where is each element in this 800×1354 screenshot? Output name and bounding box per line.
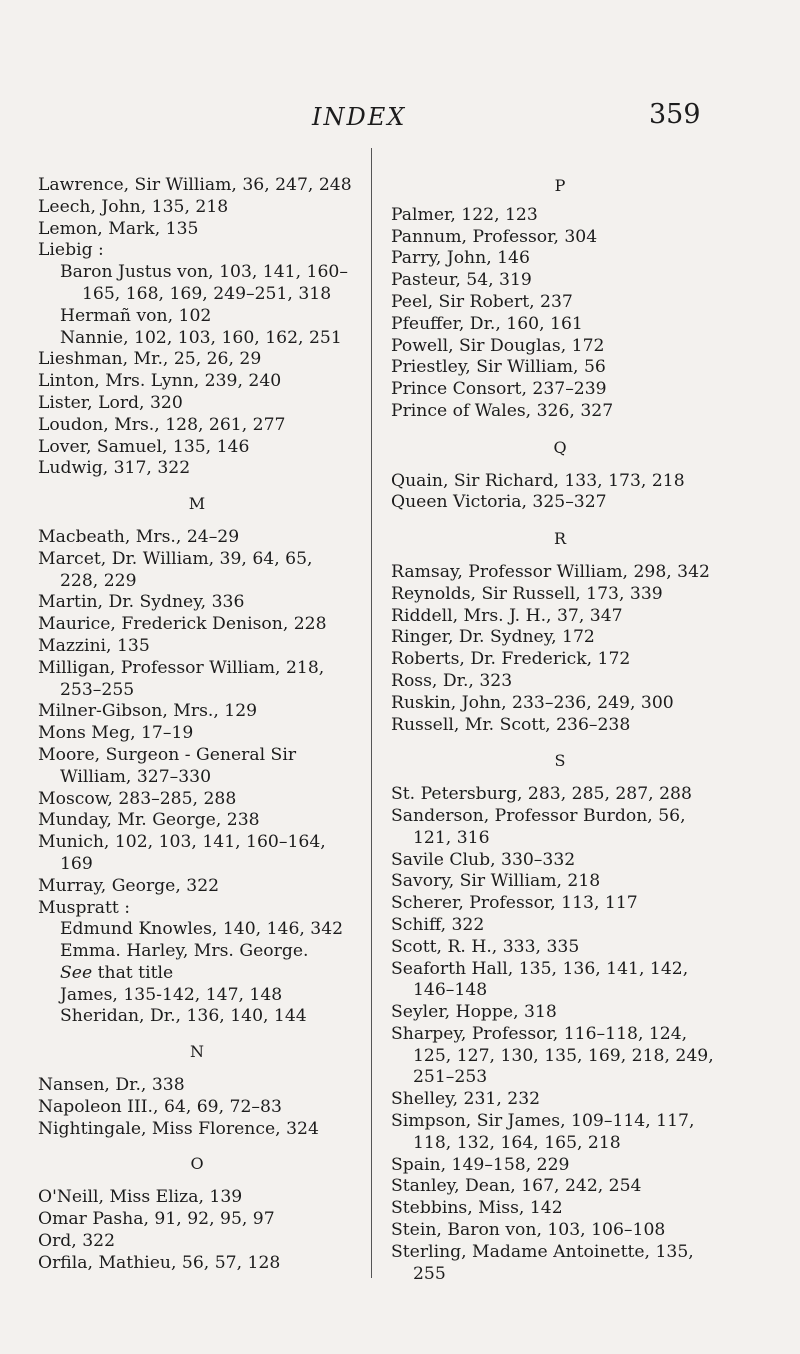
index-subentry: Nannie, 102, 103, 160, 162, 251 xyxy=(60,327,342,348)
section-letter-m: M xyxy=(188,494,206,514)
index-entry: Ringer, Dr. Sydney, 172 xyxy=(391,627,595,648)
index-entry: Simpson, Sir James, 109–114, 117, 118, 132, 164, 165, 218 xyxy=(391,1111,695,1153)
index-entry: St. Petersburg, 283, 285, 287, 288 xyxy=(391,784,692,805)
section-letter-s: S xyxy=(554,751,566,771)
index-subentry: Baron Justus von, 103, 141, 160–165, 168, 169, 249–251, 318 xyxy=(60,262,348,304)
index-entry: Linton, Mrs. Lynn, 239, 240 xyxy=(38,371,282,392)
index-entry: Seyler, Hoppe, 318 xyxy=(391,1002,557,1023)
index-entry: Ludwig, 317, 322 xyxy=(38,458,191,479)
index-entry: Savory, Sir William, 218 xyxy=(391,871,601,892)
index-subentry: James, 135-142, 147, 148 xyxy=(60,984,283,1005)
index-entry: Scott, R. H., 333, 335 xyxy=(391,936,580,957)
index-entry: Omar Pasha, 91, 92, 95, 97 xyxy=(38,1209,275,1230)
index-entry: Milligan, Professor William, 218, 253–255 xyxy=(38,657,325,700)
index-entry: Scherer, Professor, 113, 117 xyxy=(391,893,638,914)
index-entry: Lover, Samuel, 135, 146 xyxy=(38,436,250,457)
index-entry: Nansen, Dr., 338 xyxy=(38,1075,185,1096)
index-entry: Peel, Sir Robert, 237 xyxy=(391,291,573,312)
index-entry: Nightingale, Miss Florence, 324 xyxy=(38,1118,319,1139)
index-entry: Priestley, Sir William, 56 xyxy=(391,357,606,378)
index-entry: Lemon, Mark, 135 xyxy=(38,218,199,239)
index-entry: Russell, Mr. Scott, 236–238 xyxy=(391,714,631,735)
index-entry: Roberts, Dr. Frederick, 172 xyxy=(391,649,631,670)
index-entry: Mons Meg, 17–19 xyxy=(38,723,194,744)
section-letter-r: R xyxy=(553,529,567,549)
index-entry: Marcet, Dr. William, 39, 64, 65, 228, 229 xyxy=(38,548,313,591)
index-subentry: Hermañ von, 102 xyxy=(60,305,212,326)
index-subentry: Emma. Harley, Mrs. George. xyxy=(60,941,309,962)
index-entry: Moore, Surgeon - General Sir William, 327–330 xyxy=(38,744,297,787)
index-entry: Prince of Wales, 326, 327 xyxy=(391,400,614,421)
index-entry: Napoleon III., 64, 69, 72–83 xyxy=(38,1096,282,1117)
index-subentry: Edmund Knowles, 140, 146, 342 xyxy=(60,919,344,940)
index-entry: Riddell, Mrs. J. H., 37, 347 xyxy=(391,605,623,626)
index-entry: Murray, George, 322 xyxy=(38,875,220,896)
index-entry: Sanderson, Professor Burdon, 56, 121, 316 xyxy=(391,805,686,848)
index-entry: Lieshman, Mr., 25, 26, 29 xyxy=(38,349,262,370)
index-entry: Ruskin, John, 233–236, 249, 300 xyxy=(391,692,674,713)
index-subentry: Sheridan, Dr., 136, 140, 144 xyxy=(60,1006,307,1027)
index-entry: Sterling, Madame Antoinette, 135, 255 xyxy=(391,1241,694,1284)
index-entry: Munich, 102, 103, 141, 160–164, 169 xyxy=(38,832,326,874)
column-divider xyxy=(371,148,372,1278)
index-entry: Mazzini, 135 xyxy=(38,635,150,656)
index-entry: Leech, John, 135, 218 xyxy=(38,196,229,217)
index-entry: Spain, 149–158, 229 xyxy=(391,1154,570,1175)
index-entry: Stebbins, Miss, 142 xyxy=(391,1198,563,1219)
index-entry: Lister, Lord, 320 xyxy=(38,392,183,413)
index-entry: Loudon, Mrs., 128, 261, 277 xyxy=(38,414,286,435)
index-entry: Schiff, 322 xyxy=(391,914,485,935)
index-entry: Sharpey, Professor, 116–118, 124, 125, 127, 130, 135, 169, 218, 249, 251–253 xyxy=(391,1023,714,1088)
index-entry: Pfeuffer, Dr., 160, 161 xyxy=(391,313,583,334)
index-column-left xyxy=(38,175,356,1274)
index-entry: Liebig : xyxy=(38,240,104,261)
index-entry: Munday, Mr. George, 238 xyxy=(38,810,260,831)
index-entry: Parry, John, 146 xyxy=(391,248,530,269)
index-entry: Palmer, 122, 123 xyxy=(391,204,538,225)
page-header xyxy=(0,93,800,133)
index-entry: Ramsay, Professor William, 298, 342 xyxy=(391,561,710,582)
index-entry: Ross, Dr., 323 xyxy=(391,670,513,691)
see-word: See xyxy=(60,962,93,983)
section-letter-p: P xyxy=(554,176,566,195)
index-entry: Milner-Gibson, Mrs., 129 xyxy=(38,701,258,722)
index-entry: Macbeath, Mrs., 24–29 xyxy=(38,526,240,547)
index-entry: Queen Victoria, 325–327 xyxy=(391,492,607,513)
index-entry: Shelley, 231, 232 xyxy=(391,1089,541,1110)
index-entry: Powell, Sir Douglas, 172 xyxy=(391,335,605,356)
section-letter-o: O xyxy=(190,1154,204,1174)
running-title: INDEX xyxy=(312,103,407,131)
index-entry: Pasteur, 54, 319 xyxy=(391,270,532,291)
index-entry: Moscow, 283–285, 288 xyxy=(38,788,237,809)
page-number: 359 xyxy=(649,99,701,130)
index-column-right xyxy=(391,175,729,1285)
index-entry: Reynolds, Sir Russell, 173, 339 xyxy=(391,583,663,604)
index-entry: Pannum, Professor, 304 xyxy=(391,226,598,247)
index-entry: Seaforth Hall, 135, 136, 141, 142, 146–148 xyxy=(391,958,689,1001)
index-entry: Orfila, Mathieu, 56, 57, 128 xyxy=(38,1252,281,1273)
index-entry: O'Neill, Miss Eliza, 139 xyxy=(38,1187,243,1208)
index-entry: Savile Club, 330–332 xyxy=(391,849,576,870)
index-entry: Stein, Baron von, 103, 106–108 xyxy=(391,1220,666,1241)
see-rest: that title xyxy=(92,962,174,983)
index-entry: Lawrence, Sir William, 36, 247, 248 xyxy=(38,175,352,195)
see-reference xyxy=(38,963,356,985)
index-entry: Muspratt : xyxy=(38,897,131,918)
index-entry: Ord, 322 xyxy=(38,1230,116,1251)
index-entry: Prince Consort, 237–239 xyxy=(391,379,607,400)
index-entry: Maurice, Frederick Denison, 228 xyxy=(38,614,327,635)
section-letter-n: N xyxy=(190,1042,204,1062)
index-entry: Martin, Dr. Sydney, 336 xyxy=(38,592,245,613)
section-letter-q: Q xyxy=(553,437,567,457)
index-entry: Stanley, Dean, 167, 242, 254 xyxy=(391,1176,642,1197)
index-entry: Quain, Sir Richard, 133, 173, 218 xyxy=(391,470,685,491)
